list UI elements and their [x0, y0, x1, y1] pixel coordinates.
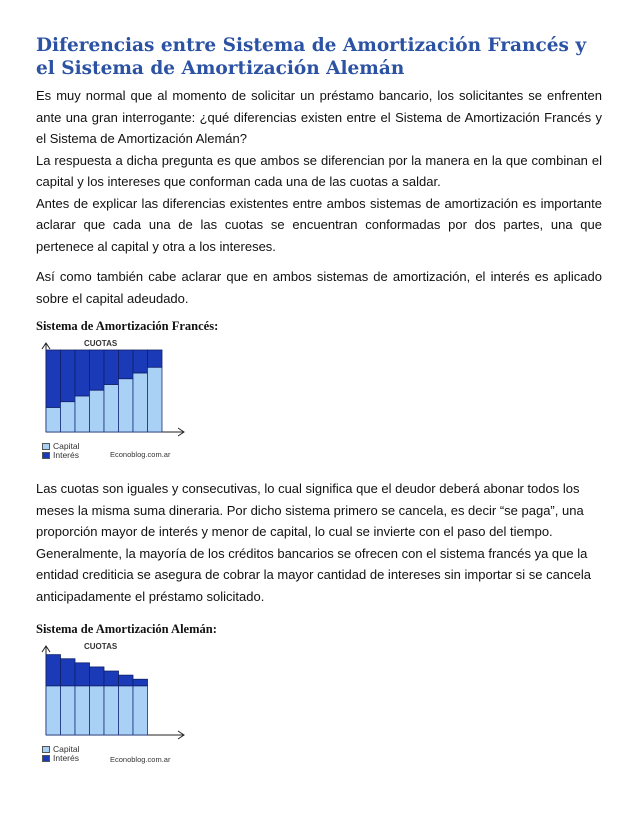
paragraph-intro: Es muy normal que al momento de solicitar un préstamo bancario, los solicitantes se enfrenten ante una gran interrogante: ¿qué diferencias existen entre el Sistema de Amortización Francés y el Sistema de Amortización Alemán? — [36, 88, 602, 146]
paragraph-interest: Así como también cabe aclarar que en ambos sistemas de amortización, el interés es aplicado sobre el capital adeudado. — [36, 269, 602, 306]
interes-swatch — [42, 452, 50, 459]
frances-chart — [36, 336, 236, 472]
bar-interes — [104, 350, 119, 384]
interes-swatch — [42, 755, 50, 762]
bar-capital — [75, 686, 90, 735]
bar-interes — [90, 667, 105, 686]
bar-interes — [133, 350, 148, 373]
capital-swatch — [42, 746, 50, 753]
bar-capital — [148, 367, 163, 432]
paragraph-answer: La respuesta a dicha pregunta es que ambos se diferencian por la manera en la que combinan el capital y los intereses que conforman cada una de las cuotas a saldar. — [36, 152, 602, 189]
bar-capital — [75, 396, 90, 432]
chart-legend — [42, 442, 112, 460]
bar-interes — [119, 675, 134, 686]
document-title: Diferencias entre Sistema de Amortización Francés y el Sistema de Amortización Alemán — [36, 35, 587, 79]
bar-interes — [46, 350, 61, 407]
bar-capital — [61, 402, 76, 432]
bar-capital — [46, 686, 61, 735]
legend-label-interes: Interés — [53, 753, 79, 763]
aleman-chart-svg — [36, 639, 236, 759]
legend-label-capital: Capital — [53, 744, 80, 754]
bar-interes — [75, 350, 90, 396]
bar-capital — [119, 686, 134, 735]
frances-chart-svg — [36, 336, 236, 456]
bar-capital — [61, 686, 76, 735]
bar-interes — [61, 659, 76, 686]
bar-capital — [119, 379, 134, 432]
legend-item-interes — [42, 451, 112, 460]
aleman-chart — [36, 639, 236, 775]
bar-interes — [104, 671, 119, 686]
document-page — [36, 34, 602, 775]
chart-credit: Econoblog.com.ar — [110, 755, 171, 764]
bar-interes — [148, 350, 163, 367]
legend-item-interes — [42, 754, 112, 763]
bar-interes — [133, 679, 148, 686]
chart-title: CUOTAS — [84, 642, 118, 651]
bar-capital — [133, 686, 148, 735]
bar-capital — [90, 686, 105, 735]
bar-interes — [75, 663, 90, 686]
chart-credit: Econoblog.com.ar — [110, 450, 171, 459]
bar-interes — [46, 655, 61, 686]
bar-interes — [90, 350, 105, 390]
bar-capital — [133, 373, 148, 432]
bar-interes — [61, 350, 76, 402]
frances-description: Las cuotas son iguales y consecutivas, lo cual significa que el deudor deberá abonar todos los meses la misma suma dineraria. Por dicho sistema primero se cancela, es decir “se paga”, una proporción mayor de interés y menor de capital, lo cual se invierte con el paso del tiempo. Generalmente, la mayoría de los créditos bancarios se ofrecen con el sistema francés ya que la entidad crediticia se asegura de cobrar la mayor cantidad de intereses sin importar si se cancela anticipadamente el préstamo solicitado. — [36, 481, 591, 604]
bar-interes — [119, 350, 134, 379]
chart-legend — [42, 745, 112, 763]
bar-capital — [104, 686, 119, 735]
aleman-heading: Sistema de Amortización Alemán: — [36, 622, 217, 636]
chart-title: CUOTAS — [84, 339, 118, 348]
legend-label-interes: Interés — [53, 450, 79, 460]
frances-heading: Sistema de Amortización Francés: — [36, 319, 219, 333]
paragraph-parts: Antes de explicar las diferencias existentes entre ambos sistemas de amortización es importante aclarar que cada una de las cuotas se encuentran conformadas por dos partes, una que pertenece al capital y otra a los intereses. — [36, 195, 602, 254]
bar-capital — [46, 407, 61, 432]
bar-capital — [104, 384, 119, 432]
bar-capital — [90, 390, 105, 432]
legend-label-capital: Capital — [53, 441, 80, 451]
capital-swatch — [42, 443, 50, 450]
